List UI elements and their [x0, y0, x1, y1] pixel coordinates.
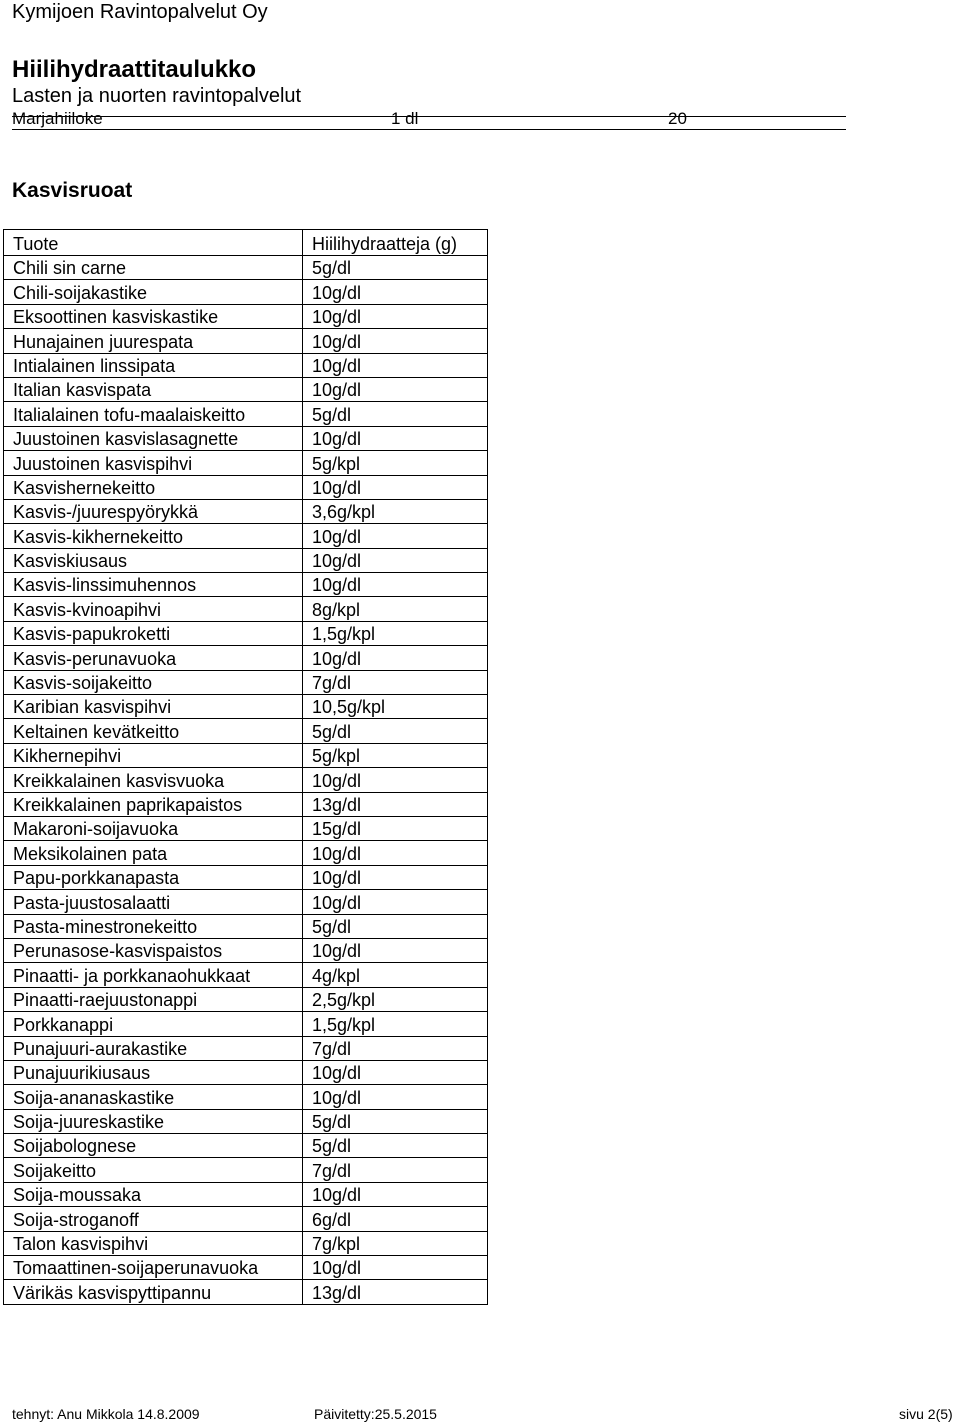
table-row [4, 963, 488, 987]
company-name: Kymijoen Ravintopalvelut Oy [12, 1, 268, 23]
product-name-cell: Intialainen linssipata [4, 353, 303, 377]
table-row [4, 1012, 488, 1036]
carbohydrate-value-cell: 7g/kpl [303, 1231, 488, 1255]
product-name-cell: Juustoinen kasvislasagnette [4, 426, 303, 450]
product-name-cell: Tomaattinen-soijaperunavuoka [4, 1256, 303, 1280]
table-row [4, 451, 488, 475]
header-rule-top [12, 116, 846, 117]
carbohydrate-value-cell: 10g/dl [303, 890, 488, 914]
product-name-cell: Kasvis-/juurespyörykkä [4, 499, 303, 523]
table-row [4, 695, 488, 719]
product-name-cell: Kasvis-kvinoapihvi [4, 597, 303, 621]
carbohydrate-value-cell: 4g/kpl [303, 963, 488, 987]
table-row [4, 1036, 488, 1060]
table-row [4, 1060, 488, 1084]
carbohydrate-value-cell: 10g/dl [303, 353, 488, 377]
document-title: Hiilihydraattitaulukko [12, 56, 257, 83]
table-row [4, 1231, 488, 1255]
product-name-cell: Hunajainen juurespata [4, 329, 303, 353]
table-row [4, 841, 488, 865]
table-row [4, 670, 488, 694]
table-row [4, 646, 488, 670]
table-row [4, 548, 488, 572]
carbohydrate-value-cell: 2,5g/kpl [303, 987, 488, 1011]
table-row [4, 499, 488, 523]
table-row [4, 304, 488, 328]
table-row [4, 1085, 488, 1109]
product-name-cell: Kreikkalainen paprikapaistos [4, 792, 303, 816]
product-name-cell: Kasvishernekeitto [4, 475, 303, 499]
product-name-cell: Soija-moussaka [4, 1182, 303, 1206]
carbohydrate-value-cell: 7g/dl [303, 1036, 488, 1060]
product-name-cell: Kikhernepihvi [4, 743, 303, 767]
product-name-cell: Soija-juureskastike [4, 1109, 303, 1133]
carbohydrate-value-cell: 5g/kpl [303, 743, 488, 767]
table-header-row [4, 230, 488, 256]
carbohydrate-value-cell: 8g/kpl [303, 597, 488, 621]
product-name-cell: Värikäs kasvispyttipannu [4, 1280, 303, 1304]
footer-author: tehnyt: Anu Mikkola 14.8.2009 [12, 1406, 200, 1422]
carbohydrate-value-cell: 10g/dl [303, 426, 488, 450]
carbohydrate-value-cell: 10g/dl [303, 524, 488, 548]
table-row [4, 1280, 488, 1304]
carbohydrate-value-cell: 10g/dl [303, 938, 488, 962]
table-row [4, 914, 488, 938]
table-row [4, 719, 488, 743]
table-row [4, 256, 488, 280]
product-name-cell: Italialainen tofu-maalaiskeitto [4, 402, 303, 426]
column-header-carbohydrates: Hiilihydraatteja (g) [303, 230, 488, 256]
product-name-cell: Pinaatti-raejuustonappi [4, 987, 303, 1011]
product-name-cell: Eksoottinen kasviskastike [4, 304, 303, 328]
product-name-cell: Kreikkalainen kasvisvuoka [4, 768, 303, 792]
table-row [4, 597, 488, 621]
table-row [4, 792, 488, 816]
carbohydrate-value-cell: 5g/dl [303, 1134, 488, 1158]
carbohydrate-value-cell: 10g/dl [303, 841, 488, 865]
carbohydrate-table [3, 229, 488, 1305]
table-row [4, 475, 488, 499]
product-name-cell: Punajuurikiusaus [4, 1060, 303, 1084]
table-row [4, 1207, 488, 1231]
overlapping-header-row [12, 109, 846, 129]
table-row [4, 938, 488, 962]
section-heading: Kasvisruoat [12, 179, 133, 202]
table-row [4, 816, 488, 840]
product-name-cell: Chili sin carne [4, 256, 303, 280]
carbohydrate-value-cell: 15g/dl [303, 816, 488, 840]
carbohydrate-value-cell: 13g/dl [303, 1280, 488, 1304]
table-row [4, 280, 488, 304]
carbohydrate-value-cell: 1,5g/kpl [303, 1012, 488, 1036]
table-row [4, 329, 488, 353]
carbohydrate-value-cell: 10g/dl [303, 280, 488, 304]
product-name-cell: Papu-porkkanapasta [4, 865, 303, 889]
product-name-cell: Kasvis-linssimuhennos [4, 573, 303, 597]
carbohydrate-value-cell: 7g/dl [303, 1158, 488, 1182]
carbohydrate-value-cell: 10g/dl [303, 768, 488, 792]
carbohydrate-value-cell: 7g/dl [303, 670, 488, 694]
carbohydrate-value-cell: 10g/dl [303, 377, 488, 401]
product-name-cell: Kasvis-soijakeitto [4, 670, 303, 694]
carbohydrate-value-cell: 10g/dl [303, 1256, 488, 1280]
overlap-item-value: 20 [668, 109, 687, 128]
product-name-cell: Pasta-minestronekeitto [4, 914, 303, 938]
carbohydrate-value-cell: 5g/kpl [303, 451, 488, 475]
product-name-cell: Talon kasvispihvi [4, 1231, 303, 1255]
carbohydrate-value-cell: 10g/dl [303, 329, 488, 353]
product-name-cell: Makaroni-soijavuoka [4, 816, 303, 840]
product-name-cell: Soija-ananaskastike [4, 1085, 303, 1109]
product-name-cell: Pinaatti- ja porkkanaohukkaat [4, 963, 303, 987]
carbohydrate-value-cell: 5g/dl [303, 402, 488, 426]
carbohydrate-value-cell: 10g/dl [303, 1085, 488, 1109]
product-name-cell: Pasta-juustosalaatti [4, 890, 303, 914]
table-row [4, 987, 488, 1011]
product-name-cell: Kasvis-papukroketti [4, 621, 303, 645]
table-row [4, 353, 488, 377]
product-name-cell: Soija-stroganoff [4, 1207, 303, 1231]
carbohydrate-value-cell: 10g/dl [303, 304, 488, 328]
table-row [4, 768, 488, 792]
column-header-product: Tuote [4, 230, 303, 256]
product-name-cell: Kasvis-kikhernekeitto [4, 524, 303, 548]
product-name-cell: Punajuuri-aurakastike [4, 1036, 303, 1060]
carbohydrate-value-cell: 10,5g/kpl [303, 695, 488, 719]
carbohydrate-value-cell: 10g/dl [303, 865, 488, 889]
product-name-cell: Porkkanappi [4, 1012, 303, 1036]
carbohydrate-value-cell: 10g/dl [303, 475, 488, 499]
carbohydrate-value-cell: 10g/dl [303, 1182, 488, 1206]
overlap-item-name: Marjahiiloke [12, 109, 103, 128]
product-name-cell: Soijabolognese [4, 1134, 303, 1158]
table-row [4, 1134, 488, 1158]
table-row [4, 1182, 488, 1206]
header-rule-bottom [12, 129, 846, 130]
product-name-cell: Italian kasvispata [4, 377, 303, 401]
product-name-cell: Karibian kasvispihvi [4, 695, 303, 719]
table-row [4, 377, 488, 401]
product-name-cell: Juustoinen kasvispihvi [4, 451, 303, 475]
table-row [4, 1109, 488, 1133]
table-row [4, 890, 488, 914]
carbohydrate-value-cell: 5g/dl [303, 1109, 488, 1133]
carbohydrate-value-cell: 10g/dl [303, 573, 488, 597]
carbohydrate-value-cell: 5g/dl [303, 914, 488, 938]
product-name-cell: Perunasose-kasvispaistos [4, 938, 303, 962]
table-row [4, 524, 488, 548]
carbohydrate-value-cell: 10g/dl [303, 646, 488, 670]
carbohydrate-value-cell: 5g/dl [303, 256, 488, 280]
overlap-item-unit: 1 dl [391, 109, 419, 128]
carbohydrate-value-cell: 6g/dl [303, 1207, 488, 1231]
table-row [4, 865, 488, 889]
table-row [4, 573, 488, 597]
carbohydrate-value-cell: 3,6g/kpl [303, 499, 488, 523]
table-row [4, 1158, 488, 1182]
carbohydrate-value-cell: 10g/dl [303, 1060, 488, 1084]
table-body [4, 256, 488, 1305]
product-name-cell: Kasvis-perunavuoka [4, 646, 303, 670]
carbohydrate-value-cell: 1,5g/kpl [303, 621, 488, 645]
carbohydrate-value-cell: 5g/dl [303, 719, 488, 743]
product-name-cell: Meksikolainen pata [4, 841, 303, 865]
product-name-cell: Kasviskiusaus [4, 548, 303, 572]
table-row [4, 743, 488, 767]
carbohydrate-value-cell: 10g/dl [303, 548, 488, 572]
footer-updated-date: Päivitetty:25.5.2015 [314, 1406, 437, 1422]
product-name-cell: Soijakeitto [4, 1158, 303, 1182]
table-row [4, 402, 488, 426]
footer-page-number: sivu 2(5) [899, 1406, 953, 1422]
document-subtitle: Lasten ja nuorten ravintopalvelut [12, 85, 302, 107]
product-name-cell: Keltainen kevätkeitto [4, 719, 303, 743]
table-row [4, 621, 488, 645]
carbohydrate-value-cell: 13g/dl [303, 792, 488, 816]
product-name-cell: Chili-soijakastike [4, 280, 303, 304]
table-row [4, 426, 488, 450]
table-row [4, 1256, 488, 1280]
